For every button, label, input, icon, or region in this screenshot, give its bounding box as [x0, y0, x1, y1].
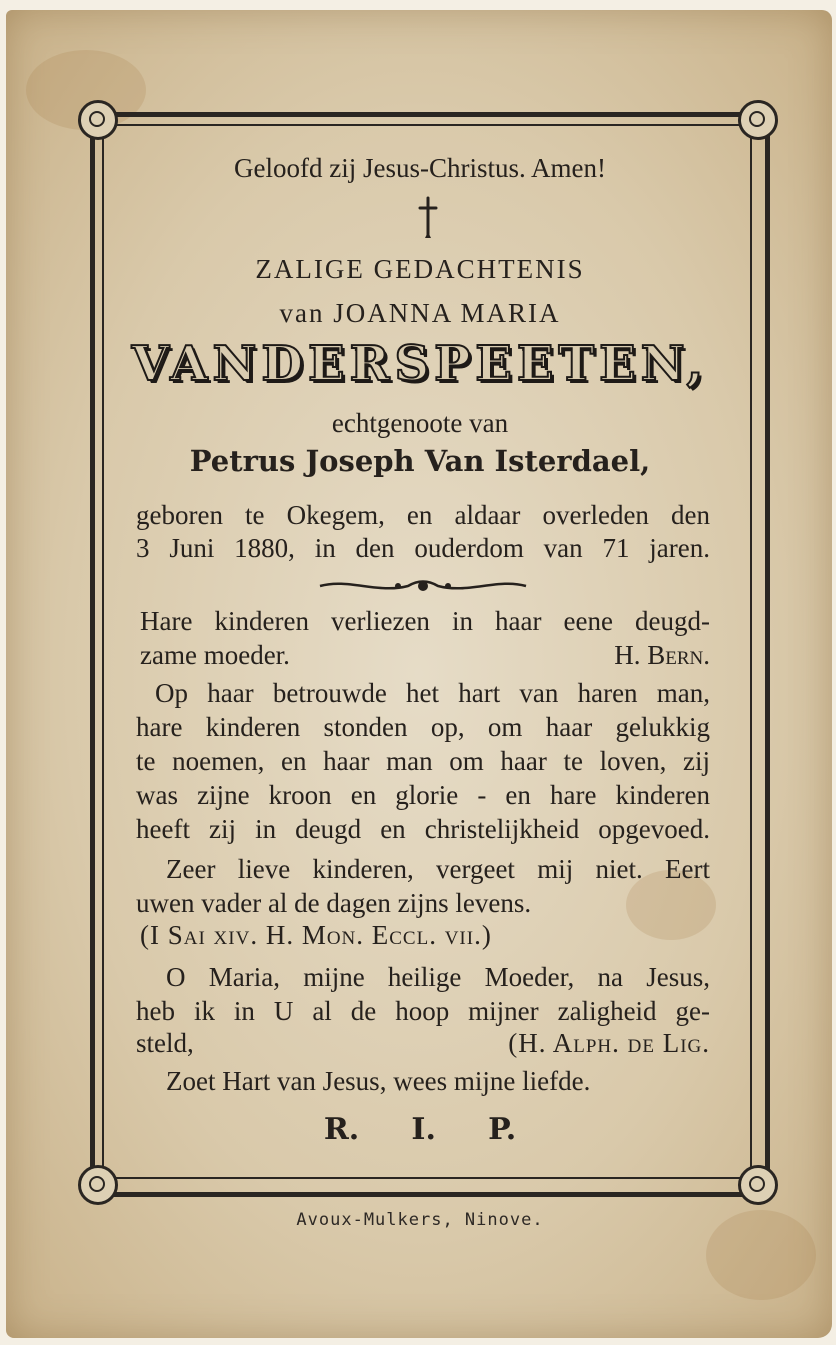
rip-inscription: R. I. P. [323, 1112, 517, 1147]
verse-source: (I Sai xiv. H. Mon. Eccl. vii.) [140, 920, 492, 950]
corner-ornament-icon [738, 100, 778, 140]
closing-prayer: Zoet Hart van Jesus, wees mijne liefde. [166, 1066, 591, 1096]
cross-icon [417, 196, 439, 240]
name-prefix: van JOANNA MARIA [279, 298, 561, 328]
spouse-intro: echtgenoote van [331, 408, 509, 438]
verse-line: uwen vader al de dagen zijns levens. [136, 888, 532, 918]
verse-line: hare kinderen stonden op, om haar gelukkig [136, 712, 710, 742]
verse-line: zame moeder. [140, 640, 290, 670]
verse-line: steld, [136, 1028, 194, 1058]
verse-line: Zeer lieve kinderen, vergeet mij niet. Eert [166, 854, 710, 884]
verse-source: (H. Alph. de Lig. [508, 1028, 710, 1058]
verse-line: heb ik in U al de hoop mijner zaligheid ge- [136, 996, 710, 1026]
spouse-name: Petrus Joseph Van Isterdael, [189, 444, 651, 478]
verse-line: was zijne kroon en glorie - en hare kinderen [136, 780, 710, 810]
heading: ZALIGE GEDACHTENIS [255, 254, 585, 284]
corner-ornament-icon [78, 100, 118, 140]
verse-line: heeft zij in deugd en christelijkheid opgevoed. [136, 814, 710, 844]
bio-line: geboren te Okegem, en aldaar overleden den [136, 500, 710, 530]
flourish-divider-icon [318, 574, 528, 598]
corner-ornament-icon [78, 1165, 118, 1205]
surname: VANDERSPEETEN, [131, 336, 709, 392]
verse-line: Op haar betrouwde het hart van haren man, [155, 678, 710, 708]
age-stain [706, 1210, 816, 1300]
verse-line: O Maria, mijne heilige Moeder, na Jesus, [166, 962, 710, 992]
bio-line: 3 Juni 1880, in den ouderdom van 71 jaren. [136, 533, 710, 563]
printer-imprint: Avoux-Mulkers, Ninove. [296, 1210, 544, 1230]
corner-ornament-icon [738, 1165, 778, 1205]
verse-line: Hare kinderen verliezen in haar eene deugd- [140, 606, 710, 636]
verse-source: H. Bern. [614, 640, 710, 670]
invocation: Geloofd zij Jesus-Christus. Amen! [234, 153, 606, 183]
verse-line: te noemen, en haar man om haar te loven, zij [136, 746, 710, 776]
